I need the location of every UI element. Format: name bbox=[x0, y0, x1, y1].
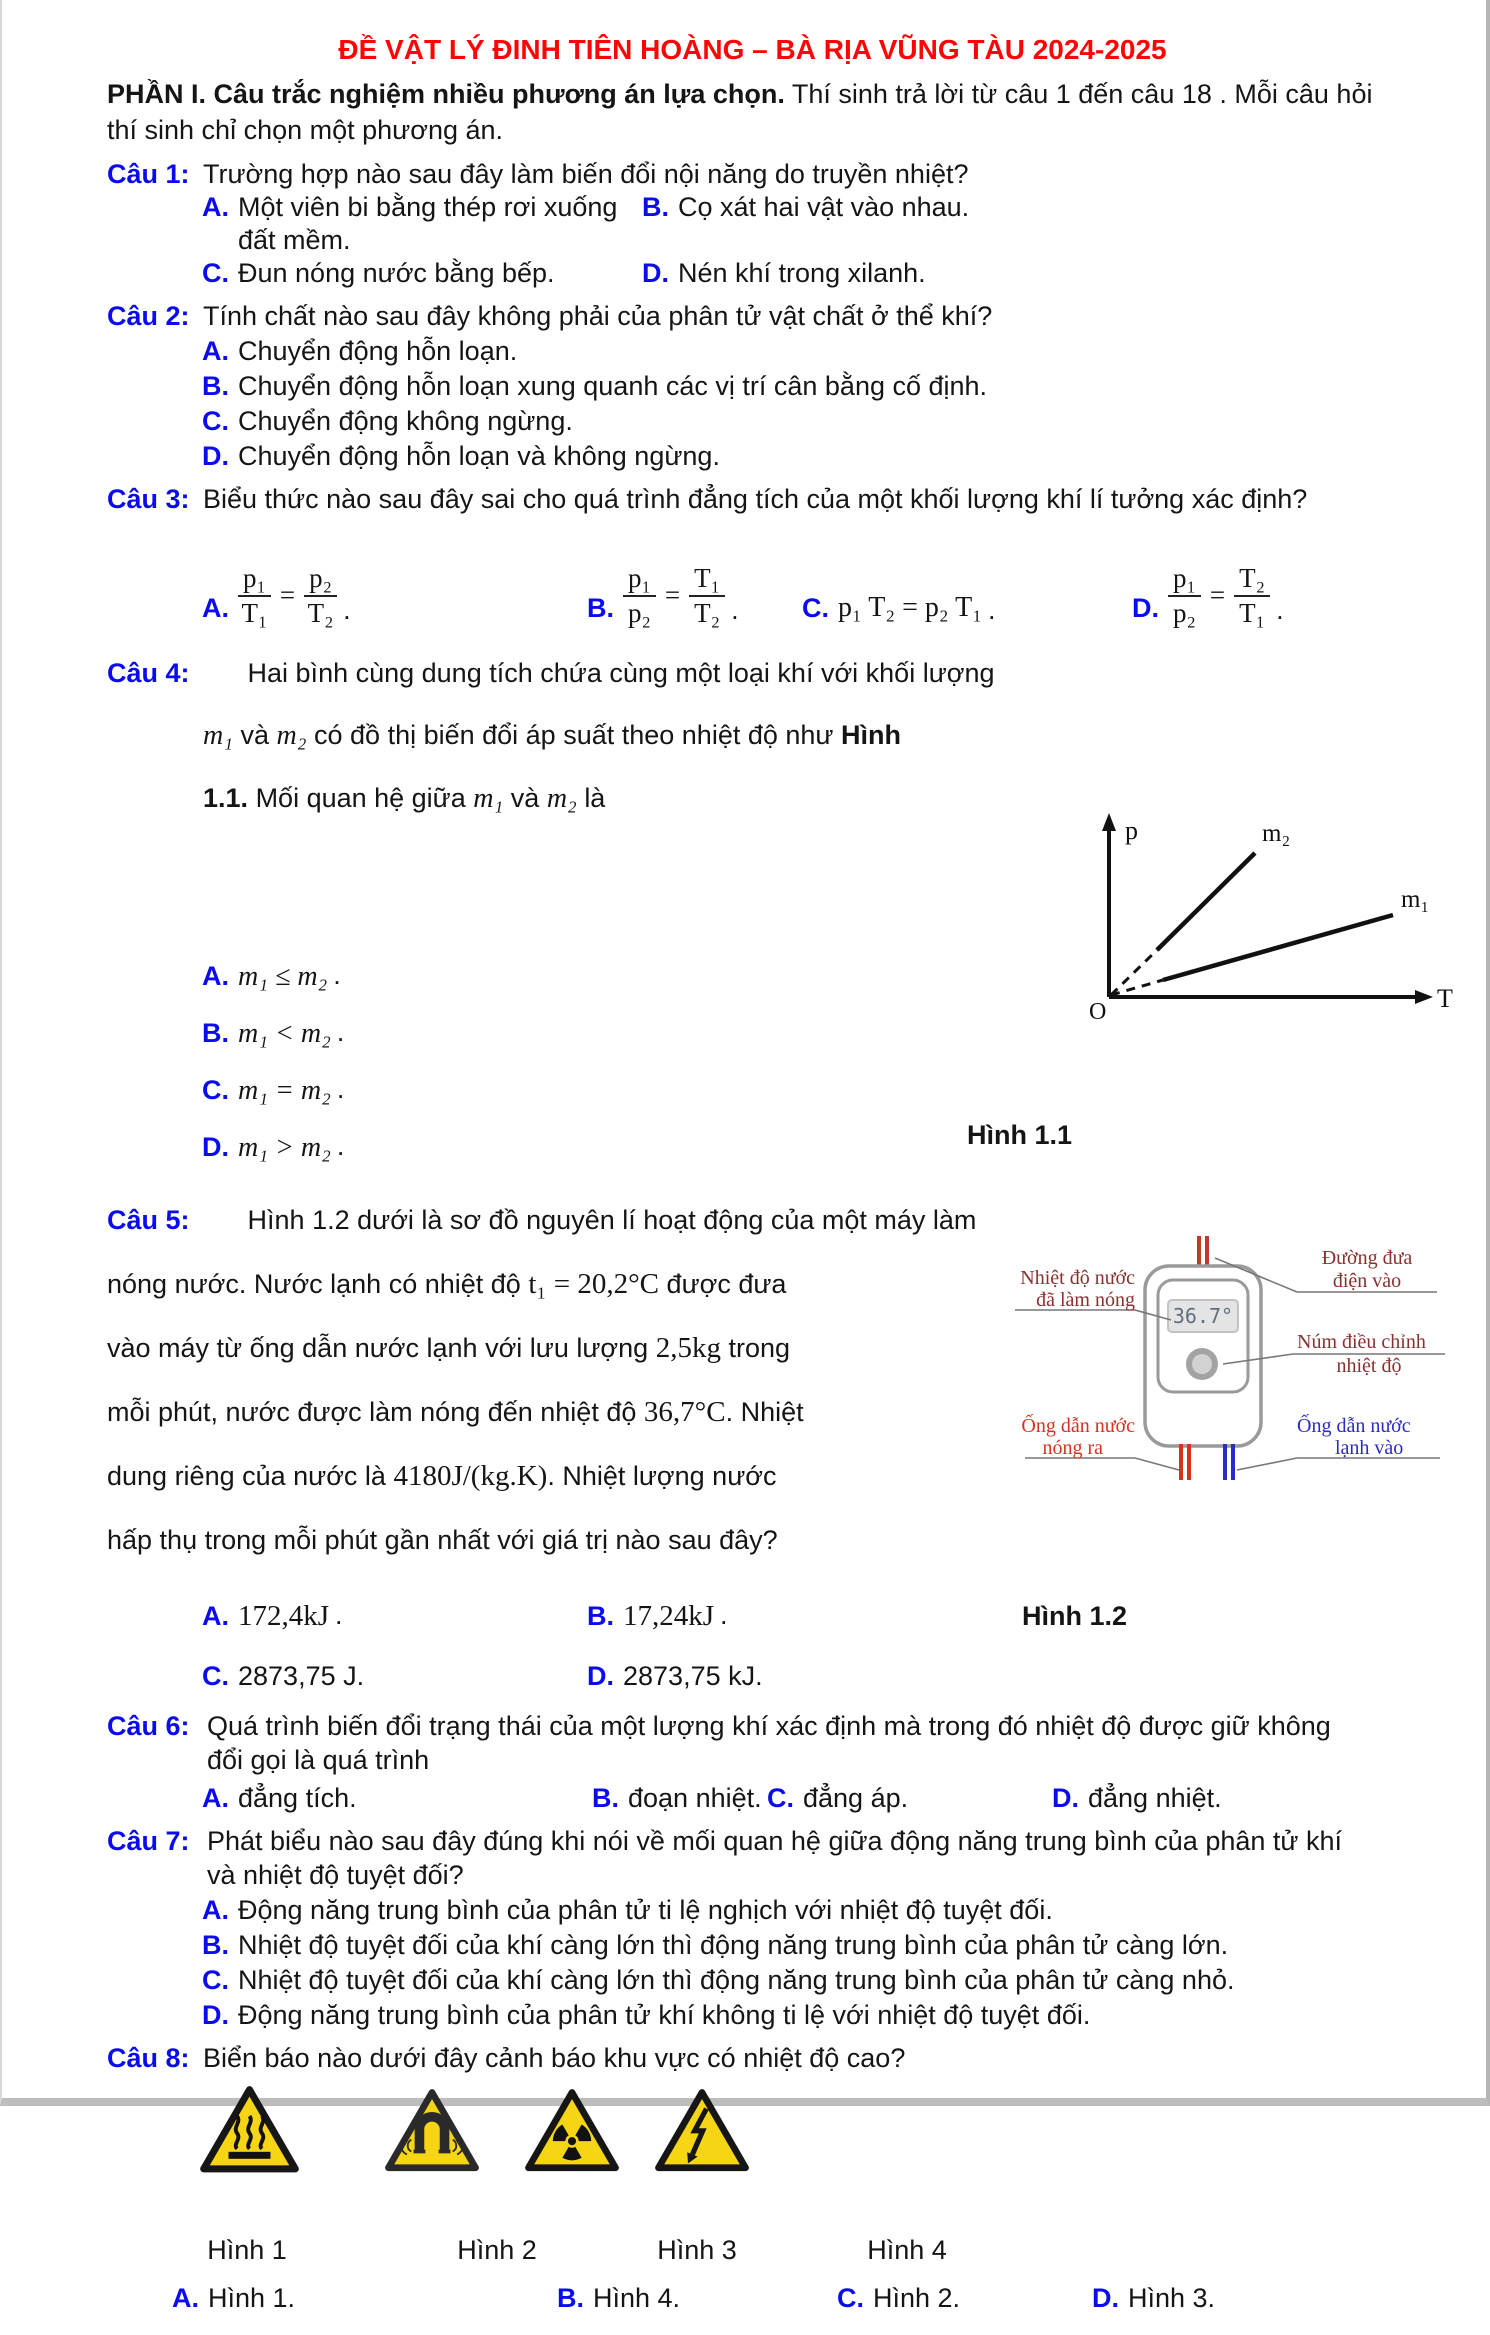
option-7d-letter: D. bbox=[202, 2000, 229, 2030]
fraction bbox=[304, 564, 337, 628]
option-3c-formula: p₁ T₂ = p₂ T₁ bbox=[838, 592, 983, 623]
question-2 bbox=[107, 299, 1398, 473]
q5-line3a: vào máy từ ống dẫn nước lạnh với lưu lượng bbox=[107, 1333, 649, 1363]
m2-line bbox=[1157, 853, 1255, 950]
q5-heat-capacity-value: 4180J/(kg.K) bbox=[393, 1460, 548, 1492]
figure-1-2-caption: Hình 1.2 bbox=[1022, 1600, 1128, 1631]
temperature-knob-center bbox=[1192, 1354, 1212, 1374]
option-8b-text: Hình 4. bbox=[593, 2283, 681, 2313]
option-5d-value: 2873,75 kJ. bbox=[623, 1660, 763, 1691]
option-2d bbox=[202, 439, 1398, 473]
equals-sign: = bbox=[279, 580, 296, 611]
question-4 bbox=[107, 642, 1453, 1182]
option-7a-text: Động năng trung bình của phân tử ti lệ nghịch với nhiệt độ tuyệt đối. bbox=[238, 1895, 1053, 1925]
question-6-options bbox=[107, 1781, 1398, 1815]
label-electric-input: điện vào bbox=[1332, 1270, 1402, 1292]
option-6d bbox=[1052, 1781, 1398, 1815]
equals-sign: = bbox=[664, 580, 681, 611]
q4-va: và bbox=[240, 720, 270, 750]
label-heated-water-temp: đã làm nóng bbox=[1036, 1289, 1135, 1311]
option-2c bbox=[202, 404, 1398, 438]
option-8a bbox=[172, 2283, 295, 2314]
label-hot-water-out: Ống dẫn nước bbox=[1021, 1415, 1135, 1437]
warning-signs-area bbox=[107, 2085, 1398, 2335]
q5-line4a: mỗi phút, nước được làm nóng đến nhiệt độ bbox=[107, 1397, 637, 1427]
option-7a-letter: A. bbox=[202, 1895, 229, 1925]
option-1c-letter: C. bbox=[202, 258, 229, 288]
m2-label: m₂ bbox=[1262, 820, 1291, 847]
option-4a-formula: m₁ ≤ m₂ bbox=[238, 960, 328, 992]
option-6a bbox=[202, 1781, 592, 1815]
q6-line2: đổi gọi là quá trình bbox=[207, 1745, 430, 1775]
option-4c-letter: C. bbox=[202, 1075, 229, 1105]
option-6d-letter: D. bbox=[1052, 1783, 1079, 1813]
period: . bbox=[336, 1131, 345, 1161]
q5-line2b: được đưa bbox=[666, 1269, 787, 1299]
option-4c bbox=[202, 1062, 1398, 1119]
q5-flow-value: 2,5kg bbox=[655, 1332, 721, 1364]
option-8b-letter: B. bbox=[557, 2283, 584, 2313]
q5-line2a: nóng nước. Nước lạnh có nhiệt độ bbox=[107, 1269, 521, 1299]
p-axis-arrow-icon bbox=[1102, 813, 1116, 831]
question-7 bbox=[107, 1824, 1398, 2032]
q4-va: và bbox=[510, 783, 540, 813]
option-4d bbox=[202, 1119, 1398, 1176]
option-4c-formula: m₁ = m₂ bbox=[238, 1074, 331, 1106]
option-2a bbox=[202, 334, 1398, 368]
frac-den: T₁ bbox=[1239, 597, 1266, 628]
question-8 bbox=[107, 2041, 1398, 2335]
option-8a-letter: A. bbox=[172, 2283, 199, 2313]
option-1a-letter: A. bbox=[202, 192, 229, 222]
option-3b bbox=[587, 564, 802, 628]
option-5a-letter: A. bbox=[202, 1600, 229, 1631]
radiation-warning-icon bbox=[524, 2088, 620, 2173]
frac-num: p₂ bbox=[304, 564, 337, 597]
frac-num: p₁ bbox=[623, 564, 656, 597]
option-5d bbox=[587, 1661, 1022, 1692]
option-5d-letter: D. bbox=[587, 1660, 614, 1691]
option-1a-text: Một viên bi bằng thép rơi xuống đất mềm. bbox=[238, 192, 618, 255]
option-3d bbox=[1132, 564, 1284, 628]
frac-den: p₂ bbox=[1173, 597, 1196, 628]
q4-line2: có đồ thị biến đổi áp suất theo nhiệt độ như bbox=[314, 720, 834, 750]
q5-temp-out-value: 36,7°C bbox=[643, 1396, 726, 1428]
q4-la: là bbox=[584, 783, 606, 813]
option-1d-letter: D. bbox=[642, 258, 669, 288]
question-7-label: Câu 7: bbox=[107, 1826, 190, 1856]
fraction bbox=[238, 564, 271, 628]
label-adjust-knob: Núm điều chỉnh bbox=[1297, 1331, 1426, 1353]
equals-sign: = bbox=[1209, 580, 1226, 611]
option-6b-text: đoạn nhiệt. bbox=[628, 1783, 762, 1813]
q4-m1-symbol: m₁ bbox=[473, 783, 504, 814]
question-8-label: Câu 8: bbox=[107, 2043, 190, 2073]
intro-paragraph bbox=[107, 76, 1398, 148]
period: . bbox=[731, 595, 739, 625]
sign-2-caption: Hình 2 bbox=[457, 2235, 537, 2265]
option-8d-letter: D. bbox=[1092, 2283, 1119, 2313]
label-heated-water-temp: Nhiệt độ nước bbox=[1020, 1267, 1135, 1289]
label-adjust-knob: nhiệt độ bbox=[1336, 1355, 1402, 1377]
m1-line bbox=[1163, 915, 1393, 980]
option-6a-letter: A. bbox=[202, 1783, 229, 1813]
page-title: ĐỀ VẬT LÝ ĐINH TIÊN HOÀNG – BÀ RỊA VŨNG TÀU 2024-2025 bbox=[338, 34, 1167, 65]
question-5-label: Câu 5: bbox=[107, 1205, 190, 1235]
fraction bbox=[1234, 564, 1270, 628]
q5-temp-in-value: t₁ = 20,2°C bbox=[528, 1268, 660, 1300]
question-4-label: Câu 4: bbox=[107, 658, 190, 688]
question-2-label: Câu 2: bbox=[107, 301, 190, 331]
q5-line3b: trong bbox=[728, 1333, 791, 1363]
option-5b bbox=[587, 1600, 1022, 1633]
question-3-text: Biểu thức nào sau đây sai cho quá trình đẳng tích của một khối lượng khí lí tưởng xác định? bbox=[203, 484, 1308, 514]
sign-1-caption: Hình 1 bbox=[207, 2235, 287, 2265]
question-1-text: Trường hợp nào sau đây làm biến đổi nội năng do truyền nhiệt? bbox=[203, 159, 969, 189]
question-5-options-row2 bbox=[107, 1646, 1398, 1706]
fraction bbox=[1168, 564, 1201, 628]
option-1b-text: Cọ xát hai vật vào nhau. bbox=[678, 192, 970, 222]
option-6d-text: đẳng nhiệt. bbox=[1088, 1783, 1222, 1813]
question-3-label: Câu 3: bbox=[107, 484, 190, 514]
label-cold-water-in: lạnh vào bbox=[1335, 1437, 1404, 1459]
option-2d-text: Chuyển động hỗn loạn và không ngừng. bbox=[238, 441, 720, 471]
option-2b-text: Chuyển động hỗn loạn xung quanh các vị trí cân bằng cố định. bbox=[238, 371, 988, 401]
q4-m1-symbol: m₁ bbox=[203, 720, 233, 751]
period: . bbox=[343, 595, 351, 625]
q4-m2-symbol: m₂ bbox=[276, 720, 307, 751]
frac-den: T₂ bbox=[307, 597, 334, 628]
period: . bbox=[335, 1599, 343, 1630]
label-electric-input: Đường đưa bbox=[1321, 1247, 1413, 1269]
origin-label: O bbox=[1089, 999, 1107, 1025]
page-content bbox=[2, 0, 1486, 2335]
question-2-options bbox=[202, 334, 1398, 473]
question-3-options bbox=[107, 526, 1398, 628]
water-heater-diagram bbox=[985, 1230, 1455, 1488]
option-7c-letter: C. bbox=[202, 1965, 229, 1995]
question-1-label: Câu 1: bbox=[107, 159, 190, 189]
option-3a-letter: A. bbox=[202, 593, 229, 623]
option-8c bbox=[837, 2283, 960, 2314]
figure-1-1-caption: Hình 1.1 bbox=[967, 1120, 1073, 1150]
question-1 bbox=[107, 157, 1398, 290]
frac-den: p₂ bbox=[628, 597, 651, 628]
option-5a bbox=[202, 1600, 587, 1633]
option-6c-letter: C. bbox=[767, 1783, 794, 1813]
frac-num: T₂ bbox=[1234, 564, 1270, 597]
option-6a-text: đẳng tích. bbox=[238, 1783, 357, 1813]
option-2c-letter: C. bbox=[202, 406, 229, 436]
question-7-options bbox=[202, 1893, 1398, 2032]
option-7c bbox=[202, 1963, 1398, 1997]
option-7c-text: Nhiệt độ tuyệt đối của khí càng lớn thì động năng trung bình của phân tử càng nhỏ. bbox=[238, 1965, 1235, 1995]
question-7-text bbox=[207, 1824, 1398, 1892]
option-4a-letter: A. bbox=[202, 961, 229, 991]
fraction bbox=[623, 564, 656, 628]
option-2b-letter: B. bbox=[202, 371, 229, 401]
m1-label: m₁ bbox=[1401, 886, 1430, 913]
option-4b-formula: m₁ < m₂ bbox=[238, 1017, 331, 1049]
option-5b-value: 17,24kJ bbox=[623, 1599, 715, 1632]
question-2-text: Tính chất nào sau đây không phải của phân tử vật chất ở thể khí? bbox=[203, 301, 993, 331]
q6-line1: Quá trình biến đổi trạng thái của một lượng khí xác định mà trong đó nhiệt độ được giữ không bbox=[207, 1711, 1331, 1741]
option-5c bbox=[202, 1661, 587, 1692]
option-1b bbox=[642, 191, 1398, 257]
label-hot-water-out: nóng ra bbox=[1042, 1437, 1103, 1459]
option-6b-letter: B. bbox=[592, 1783, 619, 1813]
t-axis-arrow-icon bbox=[1415, 990, 1433, 1004]
high-voltage-warning-icon bbox=[654, 2088, 750, 2173]
q5-line5a: dung riêng của nước là bbox=[107, 1461, 386, 1491]
option-1c bbox=[202, 257, 642, 290]
option-3c bbox=[802, 592, 1132, 628]
option-5b-letter: B. bbox=[587, 1600, 614, 1631]
q5-line6: hấp thụ trong mỗi phút gần nhất với giá trị nào sau đây? bbox=[107, 1525, 778, 1555]
option-1d bbox=[642, 257, 1398, 290]
q4-fig-num-bold: 1.1. bbox=[203, 783, 249, 813]
q4-line1: Hai bình cùng dung tích chứa cùng một loại khí với khối lượng bbox=[247, 658, 995, 688]
magnetic-field-warning-icon bbox=[384, 2088, 480, 2173]
period: . bbox=[1276, 595, 1284, 625]
option-4b-letter: B. bbox=[202, 1018, 229, 1048]
temperature-display-value: 36.7° bbox=[1172, 1304, 1234, 1328]
option-4d-letter: D. bbox=[202, 1132, 229, 1162]
option-7b-letter: B. bbox=[202, 1930, 229, 1960]
option-2a-letter: A. bbox=[202, 336, 229, 366]
p-axis-label: p bbox=[1125, 816, 1138, 845]
pressure-temperature-graph bbox=[1087, 807, 1457, 1029]
question-6-label: Câu 6: bbox=[107, 1711, 190, 1741]
intro-part-label: PHẦN I. Câu trắc nghiệm nhiều phương án lựa chọn. bbox=[107, 79, 785, 109]
question-1-options-row1 bbox=[202, 191, 1398, 257]
frac-num: T₁ bbox=[689, 564, 725, 597]
q5-line4b: . Nhiệt bbox=[725, 1397, 804, 1427]
option-6c bbox=[767, 1781, 1052, 1815]
option-5c-value: 2873,75 J. bbox=[238, 1660, 365, 1691]
q7-line1: Phát biểu nào sau đây đúng khi nói về mối quan hệ giữa động năng trung bình của phân tử khí bbox=[207, 1826, 1342, 1856]
option-7b-text: Nhiệt độ tuyệt đối của khí càng lớn thì động năng trung bình của phân tử càng lớn. bbox=[238, 1930, 1229, 1960]
q4-line3: Mối quan hệ giữa bbox=[255, 783, 466, 813]
q4-m2-symbol: m₂ bbox=[546, 783, 577, 814]
q5-line1: Hình 1.2 dưới là sơ đồ nguyên lí hoạt động của một máy làm bbox=[247, 1205, 977, 1235]
frac-num: p₁ bbox=[1168, 564, 1201, 597]
option-2d-letter: D. bbox=[202, 441, 229, 471]
sign-3-caption: Hình 3 bbox=[657, 2235, 737, 2265]
question-5-text bbox=[107, 1188, 1059, 1572]
option-5c-letter: C. bbox=[202, 1660, 229, 1691]
question-6 bbox=[107, 1709, 1398, 1815]
option-7d-text: Động năng trung bình của phân tử khí không ti lệ với nhiệt độ tuyệt đối. bbox=[238, 2000, 1091, 2030]
option-8d bbox=[1092, 2283, 1215, 2314]
q7-line2: và nhiệt độ tuyệt đối? bbox=[207, 1860, 464, 1890]
option-2c-text: Chuyển động không ngừng. bbox=[238, 406, 573, 436]
period: . bbox=[333, 960, 341, 990]
option-8a-text: Hình 1. bbox=[208, 2283, 296, 2313]
period: . bbox=[336, 1017, 345, 1047]
question-5-options-row1 bbox=[107, 1586, 1398, 1646]
option-3d-letter: D. bbox=[1132, 593, 1159, 623]
option-8c-text: Hình 2. bbox=[873, 2283, 961, 2313]
frac-den: T₂ bbox=[694, 597, 721, 628]
t-axis-label: T bbox=[1437, 984, 1453, 1013]
q4-fig-ref-bold: Hình bbox=[841, 720, 901, 750]
option-2b bbox=[202, 369, 1398, 403]
q5-line5b: . Nhiệt lượng nước bbox=[547, 1461, 777, 1491]
question-5-options bbox=[107, 1586, 1398, 1706]
question-4-text bbox=[107, 642, 1067, 830]
fraction bbox=[689, 564, 725, 628]
option-7d bbox=[202, 1998, 1398, 2032]
period: . bbox=[720, 1599, 728, 1630]
option-8c-letter: C. bbox=[837, 2283, 864, 2313]
option-7a bbox=[202, 1893, 1398, 1927]
option-6b bbox=[592, 1781, 767, 1815]
question-1-options-row2 bbox=[202, 257, 1398, 290]
intro-text-line1: Thí sinh trả lời từ câu 1 đến câu 18 . Mỗi câu hỏi bbox=[791, 79, 1373, 109]
frac-num: p₁ bbox=[238, 564, 271, 597]
period: . bbox=[336, 1074, 345, 1104]
period: . bbox=[988, 595, 996, 625]
m1-line-dashed bbox=[1111, 980, 1163, 995]
intro-text-line2: thí sinh chỉ chọn một phương án. bbox=[107, 115, 504, 145]
label-cold-water-in: Ống dẫn nước bbox=[1297, 1415, 1411, 1437]
option-1c-text: Đun nóng nước bằng bếp. bbox=[238, 258, 555, 288]
option-7b bbox=[202, 1928, 1398, 1962]
question-6-text bbox=[207, 1709, 1398, 1777]
option-6c-text: đẳng áp. bbox=[803, 1783, 909, 1813]
option-3b-letter: B. bbox=[587, 593, 614, 623]
option-4d-formula: m₁ > m₂ bbox=[238, 1131, 331, 1163]
sign-4-caption: Hình 4 bbox=[867, 2235, 947, 2265]
option-1a bbox=[202, 191, 642, 257]
option-5a-value: 172,4kJ bbox=[238, 1599, 330, 1632]
option-8b bbox=[557, 2283, 680, 2314]
question-8-text: Biển báo nào dưới đây cảnh báo khu vực có nhiệt độ cao? bbox=[203, 2043, 906, 2073]
option-8d-text: Hình 3. bbox=[1128, 2283, 1216, 2313]
option-1b-letter: B. bbox=[642, 192, 669, 222]
frac-den: T₁ bbox=[241, 597, 268, 628]
question-5 bbox=[107, 1188, 1426, 1700]
option-2a-text: Chuyển động hỗn loạn. bbox=[238, 336, 518, 366]
hot-surface-warning-icon bbox=[199, 2085, 300, 2174]
question-3 bbox=[107, 482, 1398, 628]
option-3a bbox=[202, 564, 587, 628]
option-3c-letter: C. bbox=[802, 593, 829, 623]
option-1d-text: Nén khí trong xilanh. bbox=[678, 258, 926, 288]
